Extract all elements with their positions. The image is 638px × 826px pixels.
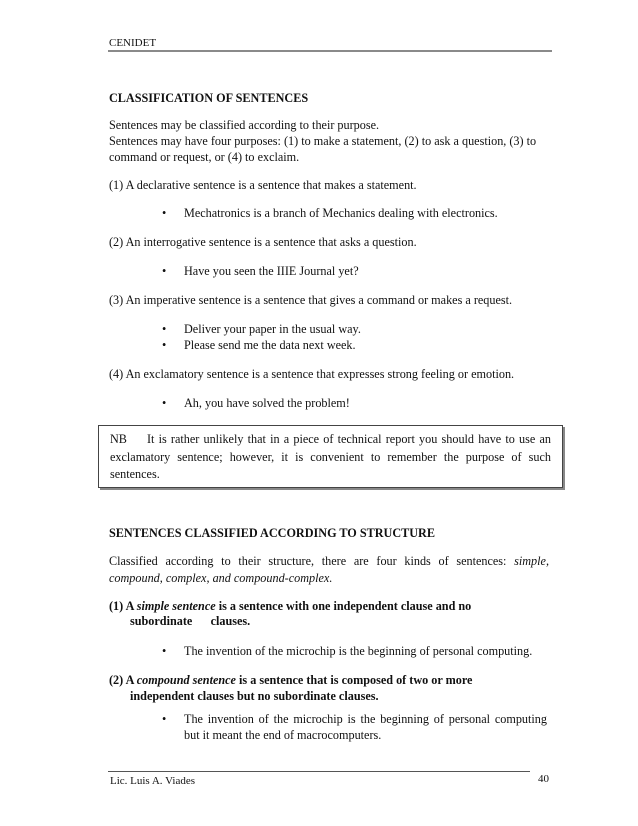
bullet-text: Mechatronics is a branch of Mechanics dealing with electronics. — [184, 206, 498, 220]
bullet-text: The invention of the microchip is the beginning of personal computing — [184, 712, 547, 726]
page-number: 40 — [538, 773, 549, 785]
intro-line-1: Sentences may be classified according to their purpose. — [109, 118, 380, 132]
bullet-icon: • — [162, 396, 167, 410]
bullet-icon: • — [162, 644, 167, 658]
structure-intro-text: Classified according to their structure, there are four kinds of sentences: — [109, 554, 515, 568]
note-text — [110, 431, 551, 484]
note-label: NB — [110, 432, 127, 446]
item-simple-num: (1) A — [109, 599, 137, 613]
bullet-text: Deliver your paper in the usual way. — [184, 322, 361, 336]
item-interrogative: (2) An interrogative sentence is a sentence that asks a question. — [109, 235, 417, 249]
item-compound-num: (2) A — [109, 673, 137, 687]
item-compound-rest: is a sentence that is composed of two or more — [235, 673, 473, 687]
page-header: CENIDET — [109, 37, 157, 49]
bullet-icon: • — [162, 712, 167, 726]
item-simple-line2: subordinate clauses. — [130, 614, 251, 628]
header-rule — [108, 50, 552, 52]
bullet-text: Have you seen the IIIE Journal yet? — [184, 264, 359, 278]
structure-intro — [109, 553, 549, 587]
bullet-icon: • — [162, 206, 167, 220]
section-heading-structure: SENTENCES CLASSIFIED ACCORDING TO STRUCTURE — [109, 526, 435, 540]
bullet-icon: • — [162, 322, 167, 336]
item-compound-term: compound sentence — [136, 673, 236, 687]
bullet-text: Ah, you have solved the problem! — [184, 396, 350, 410]
bullet-text-continuation: but it meant the end of macrocomputers. — [184, 728, 382, 742]
structure-intro-italic-1: simple, — [514, 554, 549, 568]
item-compound-line2: independent clauses but no subordinate clauses. — [130, 689, 379, 703]
bullet-text: Please send me the data next week. — [184, 338, 356, 352]
footer-author: Lic. Luis A. Viades — [110, 775, 195, 787]
footer-rule — [108, 771, 530, 772]
item-declarative: (1) A declarative sentence is a sentence that makes a statement. — [109, 178, 417, 192]
bullet-text: The invention of the microchip is the beginning of personal computing. — [184, 644, 533, 658]
structure-intro-italic-2: compound, complex, and compound-complex. — [109, 571, 333, 585]
item-exclamatory: (4) An exclamatory sentence is a sentence that expresses strong feeling or emotion. — [109, 367, 515, 381]
item-imperative: (3) An imperative sentence is a sentence that gives a command or makes a request. — [109, 293, 513, 307]
bullet-icon: • — [162, 338, 167, 352]
intro-line-3: command or request, or (4) to exclaim. — [109, 150, 300, 164]
item-simple-sentence — [109, 598, 549, 615]
section-heading-classification: CLASSIFICATION OF SENTENCES — [109, 91, 309, 105]
item-compound-sentence — [109, 673, 472, 688]
bullet-icon: • — [162, 264, 167, 278]
intro-line-2: Sentences may have four purposes: (1) to make a statement, (2) to ask a question, (3) to — [109, 134, 537, 148]
item-simple-term: simple sentence — [136, 599, 216, 613]
item-simple-rest: is a sentence with one independent clause and no — [215, 599, 472, 613]
note-body: It is rather unlikely that in a piece of technical report you should have to use an exclamatory sentence; however, it is convenient to remember the purpose of such sentences. — [110, 432, 551, 481]
